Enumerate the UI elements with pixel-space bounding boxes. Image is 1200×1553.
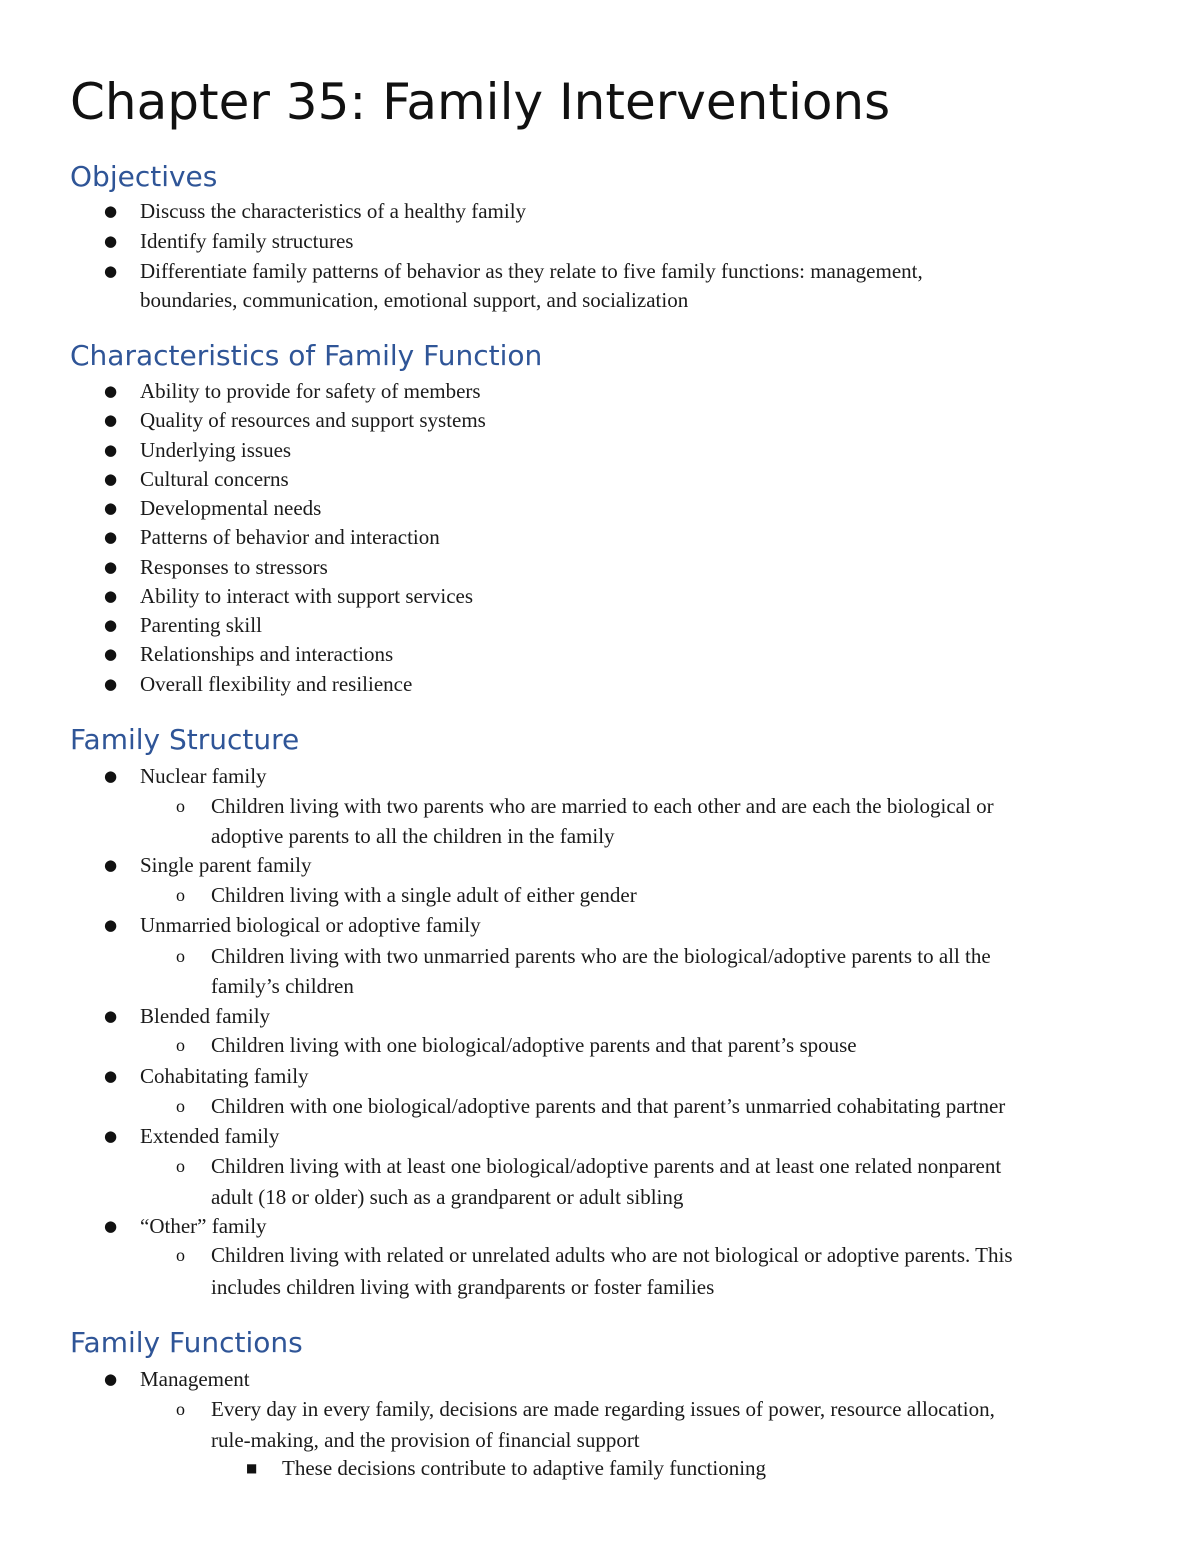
heading-objectives: Objectives [70, 160, 218, 193]
characteristic-item: Patterns of behavior and interaction [140, 525, 440, 549]
structure-subitem: Children living with two unmarried parents who are the biological/adoptive parents to all the [211, 944, 991, 968]
bullet-icon: ● [104, 1067, 118, 1085]
objective-item: Identify family structures [140, 229, 354, 253]
structure-item: Unmarried biological or adoptive family [140, 913, 481, 937]
structure-subitem: Children living with at least one biological/adoptive parents and at least one related nonparent [211, 1154, 1002, 1178]
page-title: Chapter 35: Family Interventions [70, 73, 891, 131]
characteristic-item: Developmental needs [140, 496, 322, 520]
bullet-icon: ● [104, 587, 118, 605]
characteristic-item: Responses to stressors [140, 555, 328, 579]
circle-bullet-icon: o [176, 1399, 185, 1419]
bullet-icon: ● [104, 916, 118, 934]
circle-bullet-icon: o [176, 1096, 185, 1116]
circle-bullet-icon: o [176, 1245, 185, 1265]
structure-subitem-continued: includes children living with grandparents or foster families [211, 1275, 715, 1299]
structure-subitem: Children living with a single adult of either gender [211, 883, 637, 907]
structure-item: Cohabitating family [140, 1064, 309, 1088]
bullet-icon: ● [104, 232, 118, 250]
bullet-icon: ● [104, 528, 118, 546]
structure-item: Blended family [140, 1004, 271, 1028]
bullet-icon: ● [104, 441, 118, 459]
bullet-icon: ● [104, 616, 118, 634]
function-subsubitem: These decisions contribute to adaptive family functioning [282, 1456, 767, 1480]
objective-item-continued: boundaries, communication, emotional support, and socialization [140, 288, 689, 312]
bullet-icon: ● [104, 470, 118, 488]
circle-bullet-icon: o [176, 885, 185, 905]
structure-item: Nuclear family [140, 764, 267, 788]
circle-bullet-icon: o [176, 946, 185, 966]
bullet-icon: ● [104, 1370, 118, 1388]
objective-item: Discuss the characteristics of a healthy family [140, 199, 527, 223]
characteristic-item: Underlying issues [140, 438, 292, 462]
structure-subitem: Children living with related or unrelated adults who are not biological or adoptive parents. This [211, 1243, 1013, 1267]
structure-subitem: Children living with one biological/adoptive parents and that parent’s spouse [211, 1033, 857, 1057]
characteristic-item: Overall flexibility and resilience [140, 672, 413, 696]
bullet-icon: ● [104, 411, 118, 429]
bullet-icon: ● [104, 856, 118, 874]
square-bullet-icon: ■ [246, 1461, 258, 1475]
characteristic-item: Quality of resources and support systems [140, 408, 486, 432]
heading-family-functions: Family Functions [70, 1326, 303, 1359]
heading-family-structure: Family Structure [70, 723, 300, 756]
circle-bullet-icon: o [176, 1035, 185, 1055]
structure-subitem-continued: family’s children [211, 974, 354, 998]
bullet-icon: ● [104, 558, 118, 576]
characteristic-item: Ability to interact with support services [140, 584, 474, 608]
structure-subitem: Children living with two parents who are married to each other and are each the biological or [211, 794, 994, 818]
bullet-icon: ● [104, 1217, 118, 1235]
heading-characteristics: Characteristics of Family Function [70, 339, 543, 372]
structure-item: Single parent family [140, 853, 312, 877]
bullet-icon: ● [104, 1127, 118, 1145]
circle-bullet-icon: o [176, 1156, 185, 1176]
structure-subitem-continued: adult (18 or older) such as a grandparent or adult sibling [211, 1185, 684, 1209]
function-item: Management [140, 1367, 250, 1391]
characteristic-item: Ability to provide for safety of members [140, 379, 481, 403]
structure-item: “Other” family [140, 1214, 267, 1238]
bullet-icon: ● [104, 767, 118, 785]
objective-item: Differentiate family patterns of behavior as they relate to five family functions: management, [140, 259, 923, 283]
bullet-icon: ● [104, 262, 118, 280]
bullet-icon: ● [104, 499, 118, 517]
bullet-icon: ● [104, 645, 118, 663]
bullet-icon: ● [104, 1007, 118, 1025]
function-subitem: Every day in every family, decisions are made regarding issues of power, resource allocation, [211, 1397, 995, 1421]
function-subitem-continued: rule-making, and the provision of financial support [211, 1428, 640, 1452]
circle-bullet-icon: o [176, 796, 185, 816]
characteristic-item: Parenting skill [140, 613, 262, 637]
bullet-icon: ● [104, 202, 118, 220]
characteristic-item: Relationships and interactions [140, 642, 394, 666]
structure-subitem: Children with one biological/adoptive parents and that parent’s unmarried cohabitating partner [211, 1094, 1006, 1118]
bullet-icon: ● [104, 675, 118, 693]
structure-item: Extended family [140, 1124, 280, 1148]
bullet-icon: ● [104, 382, 118, 400]
structure-subitem-continued: adoptive parents to all the children in the family [211, 824, 615, 848]
characteristic-item: Cultural concerns [140, 467, 289, 491]
